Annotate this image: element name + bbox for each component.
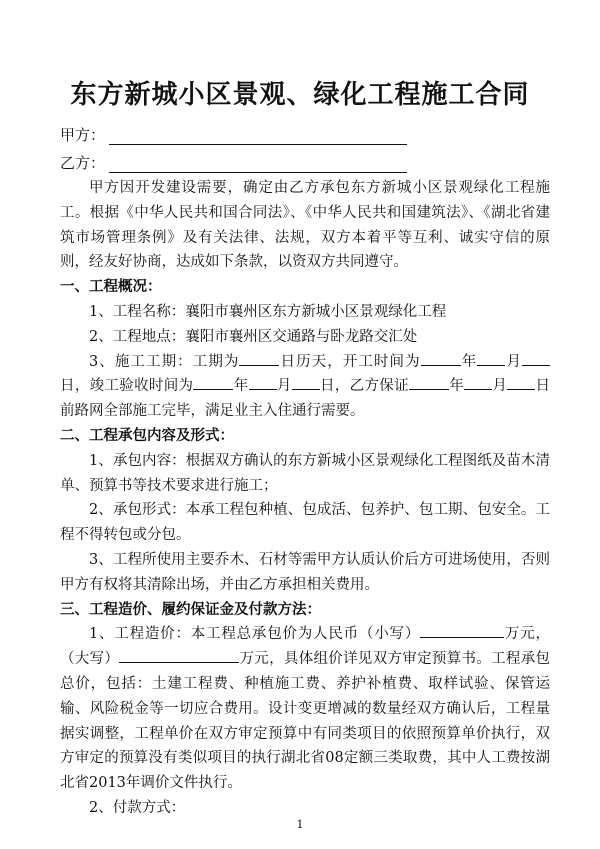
section3-heading: 三、工程造价、履约保证金及付款方法：	[60, 601, 321, 618]
section1-item2: 2、工程地点：襄阳市襄州区交通路与卧龙路交汇处	[89, 328, 418, 345]
price-words-blank	[119, 648, 239, 663]
section1-item3: 3、施工工期：工期为 日历天，开工时间为 年 月日，竣工验收时间为 年 月 日，乙方保证 年 月 日前路网全部施工完毕，满足业主入住通行需要。	[60, 350, 550, 424]
document-title: 东方新城小区景观、绿化工程施工合同	[70, 80, 530, 110]
section2-item2: 2、承包形式：本承工程包种植、包成活、包养护、包工期、包安全。工程不得转包或分包。	[60, 502, 550, 544]
section2-item1: 1、承包内容：根据双方确认的东方新城小区景观绿化工程图纸及苗木清单、预算书等技术要求进行施工；	[60, 452, 550, 494]
contract-body	[60, 176, 550, 821]
page-number: 1	[296, 818, 304, 831]
intro-paragraph: 甲方因开发建设需要，确定由乙方承包东方新城小区景观绿化工程施工。根据《中华人民共和国合同法》、《中华人民共和国建筑法》、《湖北省建筑市场管理条例》及有关法律、法规，双方本着平等互利、诚实守信的原则，经友好协商，达成如下条款，以资双方共同遵守。	[60, 180, 550, 271]
section3-item1: 1、工程造价：本工程总承包价为人民币（小写） 万元，（大写） 万元，具体组价详见双方审定预算书。工程承包总价，包括：土建工程费、种植施工费、养护补植费、取样试验、保管运输、风险税金等一切应合费用。设计变更增减的数量经双方确认后，工程量据实调整，工程单价在双方审定预算中有同类项目的依照预算单价执行，双方审定的预算没有类似项目的执行湖北省08定额三类取费，其中人工费按湖北省2013年调价文件执行。	[60, 622, 550, 796]
start-day-blank	[522, 351, 550, 366]
section2-item3: 3、工程所使用主要乔木、石材等需甲方认质认价后方可进场使用，否则甲方有权将其清除出场，并由乙方承担相关费用。	[60, 551, 550, 593]
party-b-label: 乙方：	[60, 154, 106, 172]
party-a-blank	[109, 130, 407, 145]
party-b-line	[60, 152, 407, 173]
party-a-line	[60, 124, 407, 145]
section1-heading: 一、工程概况：	[60, 279, 162, 296]
start-month-blank	[477, 351, 505, 366]
completion-year-blank	[193, 375, 233, 390]
road-day-blank	[507, 375, 535, 390]
price-figures-blank	[420, 623, 504, 638]
section2-heading: 二、工程承包内容及形式：	[60, 427, 234, 444]
party-b-blank	[109, 158, 407, 173]
completion-day-blank	[292, 375, 320, 390]
start-year-blank	[421, 351, 461, 366]
road-month-blank	[464, 375, 492, 390]
road-year-blank	[409, 375, 449, 390]
section3-item2: 2、付款方式：	[89, 799, 186, 816]
party-a-label: 甲方：	[60, 126, 106, 144]
section1-item1: 1、工程名称：襄阳市襄州区东方新城小区景观绿化工程	[89, 303, 447, 320]
duration-blank	[239, 351, 279, 366]
completion-month-blank	[249, 375, 277, 390]
